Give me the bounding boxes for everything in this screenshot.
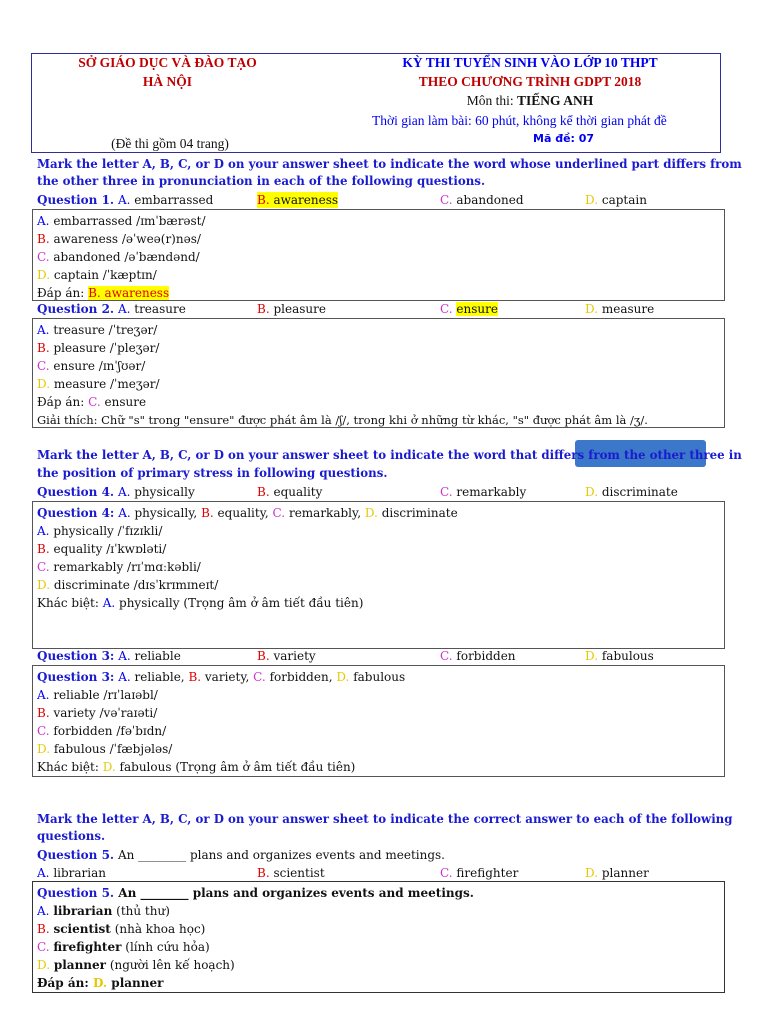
question-3-options: Question 3: A. reliable B. variety C. forbidden D. fabulous: [37, 649, 654, 663]
option-b-highlighted: B. awareness: [257, 193, 339, 207]
list-item: B. variety /vəˈraɪəti/: [37, 706, 158, 720]
option-d: planner: [601, 866, 649, 880]
list-item: C. abandoned /əˈbændənd/: [37, 250, 200, 264]
list-item: C. ensure /ɪnˈʃʊər/: [37, 359, 146, 373]
list-item: B. equality /ɪˈkwɒləti/: [37, 542, 167, 556]
department-city: HÀ NỘI: [142, 74, 193, 89]
question-5-answer-box: [32, 881, 725, 993]
option-b: equality: [273, 485, 323, 499]
exam-code: Mã đề: 07: [533, 132, 595, 145]
list-item: D. planner (người lên kế hoạch): [37, 958, 235, 972]
section1-instruction-line2: the other three in pronunciation in each of the following questions.: [37, 174, 486, 188]
section2-instruction-line1: Mark the letter A, B, C, or D on your answer sheet to indicate the word that differs from the other three in: [37, 448, 742, 462]
question-4-answer-box: [32, 501, 725, 649]
question-3-label: Question 3:: [37, 649, 115, 663]
list-item: B. pleasure /ˈpleʒər/: [37, 341, 160, 355]
question-2-label: Question 2.: [37, 302, 115, 316]
option-b: pleasure: [273, 302, 326, 316]
box-title: Question 4: A. physically, B. equality, C. remarkably, D. discriminate: [37, 506, 458, 520]
option-c: remarkably: [456, 485, 527, 499]
difference-line: Khác biệt: D. fabulous (Trọng âm ở âm tiết đầu tiên): [37, 760, 356, 774]
option-d: fabulous: [601, 649, 654, 663]
list-item: D. fabulous /ˈfæbjələs/: [37, 742, 173, 756]
section2-instruction-line2: the position of primary stress in following questions.: [37, 466, 388, 480]
exam-title: KỲ THI TUYỂN SINH VÀO LỚP 10 THPT: [402, 55, 658, 70]
question-4-options: Question 4. A. physically B. equality C. remarkably D. discriminate: [37, 485, 678, 499]
answer-value: ensure: [104, 395, 147, 409]
department-name: SỞ GIÁO DỤC VÀ ĐÀO TẠO: [78, 55, 257, 70]
difference-line: Khác biệt: A. physically (Trọng âm ở âm tiết đầu tiên): [37, 596, 364, 610]
list-item: D. captain /ˈkæptɪn/: [37, 268, 157, 282]
list-item: C. remarkably /rɪˈmɑːkəbli/: [37, 560, 201, 574]
option-a: embarrassed: [134, 193, 214, 207]
question-1-answer-box: [32, 209, 725, 301]
option-d: captain: [601, 193, 647, 207]
section3-instruction-line1: Mark the letter A, B, C, or D on your answer sheet to indicate the correct answer to each of the following: [37, 812, 733, 826]
option-c: forbidden: [456, 649, 516, 663]
option-c: firefighter: [456, 866, 519, 880]
subject-line: Môn thi: TIẾNG ANH: [466, 93, 594, 108]
answer-value: planner: [111, 976, 164, 990]
question-4-label: Question 4.: [37, 485, 115, 499]
exam-curriculum: THEO CHƯƠNG TRÌNH GDPT 2018: [418, 74, 642, 89]
option-a: treasure: [134, 302, 186, 316]
list-item: D. measure /ˈmeʒər/: [37, 377, 160, 391]
question-5-stem: Question 5. An ________ plans and organizes events and meetings.: [37, 848, 445, 862]
answer-line: Đáp án: D. planner: [37, 976, 164, 990]
answer-value: B. awareness: [88, 286, 170, 300]
section3-instruction-line2: questions.: [37, 829, 106, 843]
question-5-label: Question 5.: [37, 848, 115, 862]
option-d: measure: [601, 302, 655, 316]
option-d: discriminate: [601, 485, 678, 499]
question-2-options: Question 2. A. treasure B. pleasure C. ensure D. measure: [37, 302, 655, 316]
option-c: abandoned: [456, 193, 524, 207]
explanation: Giải thích: Chữ "s" trong "ensure" được phát âm là /ʃ/, trong khi ở những từ khác, "s" được phát âm là /ʒ/.: [37, 413, 648, 427]
list-item: A. librarian (thủ thư): [37, 904, 170, 918]
list-item: B. scientist (nhà khoa học): [37, 922, 206, 936]
answer-line: Đáp án: C. ensure: [37, 395, 147, 409]
question-3-answer-box: [32, 665, 725, 777]
pages-note: (Đề thi gồm 04 trang): [111, 136, 229, 151]
list-item: D. discriminate /dɪsˈkrɪmɪneɪt/: [37, 578, 219, 592]
option-c-highlighted: ensure: [456, 302, 498, 316]
list-item: B. awareness /əˈweə(r)nəs/: [37, 232, 201, 246]
answer-line: Đáp án: B. awareness: [37, 286, 170, 300]
question-1-label: Question 1.: [37, 193, 115, 207]
question-5-options: A. librarian B. scientist C. firefighter D. planner: [37, 866, 649, 880]
box-title: Question 3: A. reliable, B. variety, C. forbidden, D. fabulous: [37, 670, 406, 684]
exam-time: Thời gian làm bài: 60 phút, không kể thời gian phát đề: [372, 113, 667, 128]
option-b: variety: [273, 649, 316, 663]
subject-name: TIẾNG ANH: [517, 93, 594, 108]
list-item: C. forbidden /fəˈbɪdn/: [37, 724, 167, 738]
option-a: librarian: [53, 866, 107, 880]
option-a: physically: [134, 485, 195, 499]
option-a: reliable: [134, 649, 181, 663]
option-b: scientist: [273, 866, 325, 880]
list-item: A. treasure /ˈtreʒər/: [37, 323, 158, 337]
list-item: A. physically /ˈfɪzɪkli/: [37, 524, 163, 538]
list-item: A. reliable /rɪˈlaɪəbl/: [37, 688, 158, 702]
question-2-answer-box: [32, 318, 725, 428]
list-item: A. embarrassed /ɪmˈbærəst/: [37, 214, 206, 228]
section1-instruction-line1: Mark the letter A, B, C, or D on your answer sheet to indicate the word whose underlined part differs from: [37, 157, 742, 171]
question-1-options: Question 1. A. embarrassed B. awareness C. abandoned D. captain: [37, 193, 647, 207]
box-title: Question 5. An ________ plans and organizes events and meetings.: [37, 886, 474, 900]
list-item: C. firefighter (lính cứu hỏa): [37, 940, 210, 954]
